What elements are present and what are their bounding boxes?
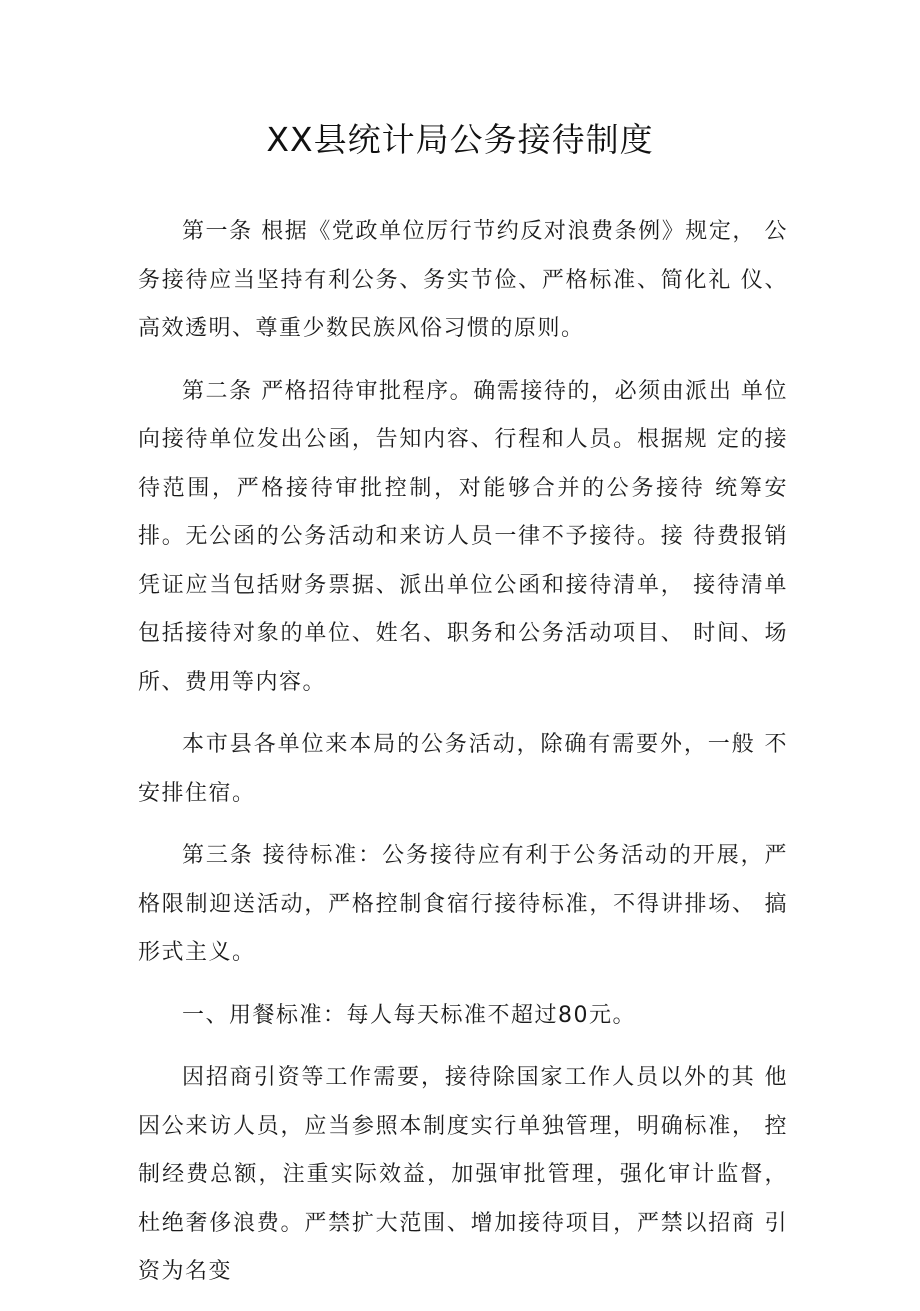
document-body <box>138 208 788 1311</box>
paragraph-investment-reception: 因招商引资等工作需要，接待除国家工作人员以外的其 他因公来访人员，应当参照本制度实行单独管理，明确标准， 控制经费总额，注重实际效益，加强审批管理，强化审计监督， 杜绝奢侈浪费。严禁扩大范围、增加接待项目，严禁以招商 引资为名变 <box>138 1065 788 1284</box>
paragraph-accommodation: 本市县各单位来本局的公务活动，除确有需要外，一般 不安排住宿。 <box>138 732 788 806</box>
paragraph-article-1: 第一条 根据《党政单位厉行节约反对浪费条例》规定， 公务接待应当坚持有利公务、务实节俭、严格标准、简化礼 仪、高效透明、尊重少数民族风俗习惯的原则。 <box>138 219 788 341</box>
paragraph-meal-standard: 一、用餐标准：每人每天标准不超过80元。 <box>182 1002 636 1028</box>
document-title: XX县统计局公务接待制度 <box>266 120 654 159</box>
paragraph-article-2: 第二条 严格招待审批程序。确需接待的，必须由派出 单位向接待单位发出公函，告知内容、行程和人员。根据规 定的接待范围，严格接待审批控制，对能够合并的公务接待 统筹安排。无公函的公务活动和来访人员一律不予接待。接 待费报销凭证应当包括财务票据、派出单位公函和接待清单， 接待清单包括接待对象的单位、姓名、职务和公务活动项目、 时间、场所、费用等内容。 <box>138 378 788 695</box>
paragraph-article-3: 第三条 接待标准：公务接待应有利于公务活动的开展，严格限制迎送活动，严格控制食宿行接待标准，不得讲排场、 搞形式主义。 <box>138 843 788 965</box>
